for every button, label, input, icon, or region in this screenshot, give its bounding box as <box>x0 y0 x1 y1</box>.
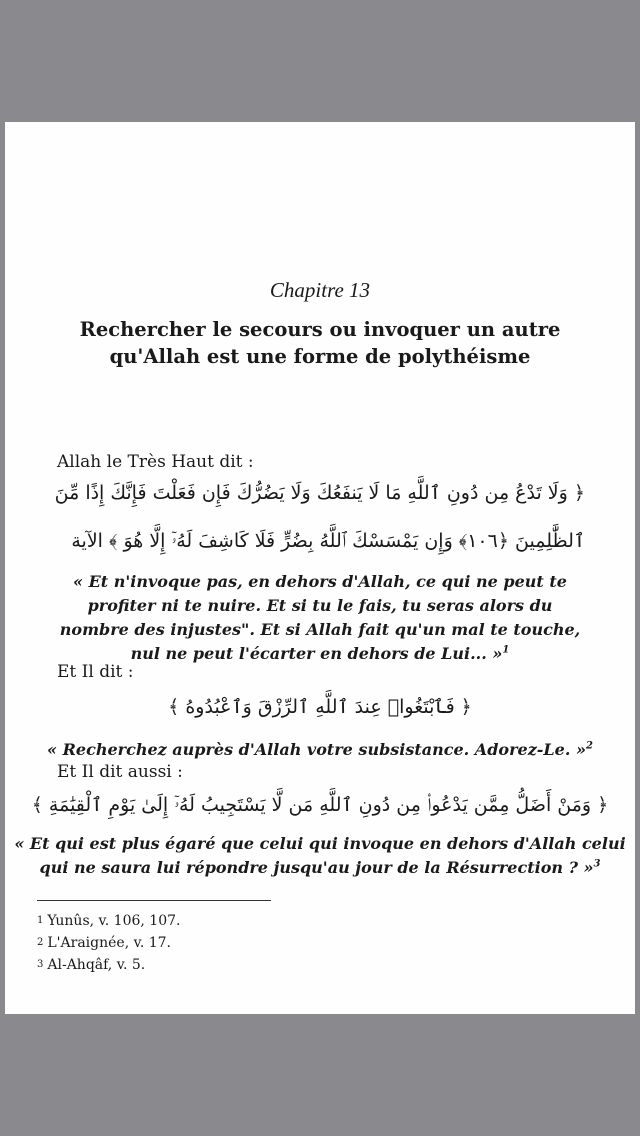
book-page <box>5 122 635 1014</box>
translation-text: nul ne peut l'écarter en dehors de Lui... » <box>130 644 503 663</box>
arabic-verse-line: ﴿ فَٱبْتَغُوا۟ عِندَ ٱللَّهِ ٱلرِّزْقَ وَٱعْبُدُوهُ ﴾ <box>168 696 472 718</box>
chapter-title <box>5 316 635 370</box>
translation-line: « Et qui est plus égaré que celui qui invoque en dehors d'Allah celui <box>14 834 626 853</box>
translation-line <box>5 738 635 762</box>
translation-line: profiter ni te nuire. Et si tu le fais, tu seras alors du <box>87 596 553 615</box>
verse-translation <box>5 738 635 762</box>
footnote-text: Al-Ahqâf, v. 5. <box>47 957 146 973</box>
footnote <box>37 954 180 976</box>
chapter-title-line: qu'Allah est une forme de polythéisme <box>109 345 531 368</box>
footnotes <box>37 910 180 976</box>
translation-line: « Et n'invoque pas, en dehors d'Allah, ce qui ne peut te <box>73 572 567 591</box>
footnote-ref: 1 <box>502 644 510 656</box>
footnote-ref: 2 <box>585 740 593 752</box>
footnote <box>37 910 180 932</box>
verse-translation <box>5 832 635 880</box>
translation-text: « Recherchez auprès d'Allah votre subsistance. Adorez-Le. » <box>47 740 586 759</box>
intro-text: Et Il dit : <box>57 662 134 682</box>
translation-text: qui ne saura lui répondre jusqu'au jour de la Résurrection ? » <box>39 858 594 877</box>
verse-translation <box>5 570 635 666</box>
footnote <box>37 932 180 954</box>
translation-line: nombre des injustes". Et si Allah fait qu'un mal te touche, <box>59 620 581 639</box>
intro-text: Allah le Très Haut dit : <box>57 452 254 472</box>
chapter-heading: Chapitre 13 <box>269 278 371 302</box>
arabic-verse-line: ﴿ وَمَنْ أَضَلُّ مِمَّن يَدْعُوا۟ مِن دُونِ ٱللَّهِ مَن لَّا يَسْتَجِيبُ لَهُۥٓ إِلَىٰ يَوْمِ ٱلْقِيَٰمَةِ ﴾ <box>31 794 609 816</box>
footnote-text: L'Araignée, v. 17. <box>47 935 172 951</box>
footnote-number: 2 <box>37 937 44 948</box>
chapter-title-line: Rechercher le secours ou invoquer un autre <box>79 318 561 341</box>
translation-line <box>5 856 635 880</box>
intro-text: Et Il dit aussi : <box>57 762 183 782</box>
footnote-divider <box>37 900 271 901</box>
footnote-number: 1 <box>37 915 44 926</box>
footnote-text: Yunûs, v. 106, 107. <box>47 913 181 929</box>
footnote-number: 3 <box>37 959 44 970</box>
arabic-verse-line: ﴿ وَلَا تَدْعُ مِن دُونِ ٱللَّهِ مَا لَا يَنفَعُكَ وَلَا يَضُرُّكَ فَإِن فَعَلْتَ فَإِنَّكَ إِذًا مِّنَ <box>54 482 585 504</box>
footnote-ref: 3 <box>593 858 601 870</box>
arabic-verse-line: ٱلظَّٰلِمِينَ ﴿١٠٦﴾ وَإِن يَمْسَسْكَ ٱللَّهُ بِضُرٍّ فَلَا كَاشِفَ لَهُۥٓ إِلَّا هُوَ ﴾ الآية <box>71 530 585 552</box>
